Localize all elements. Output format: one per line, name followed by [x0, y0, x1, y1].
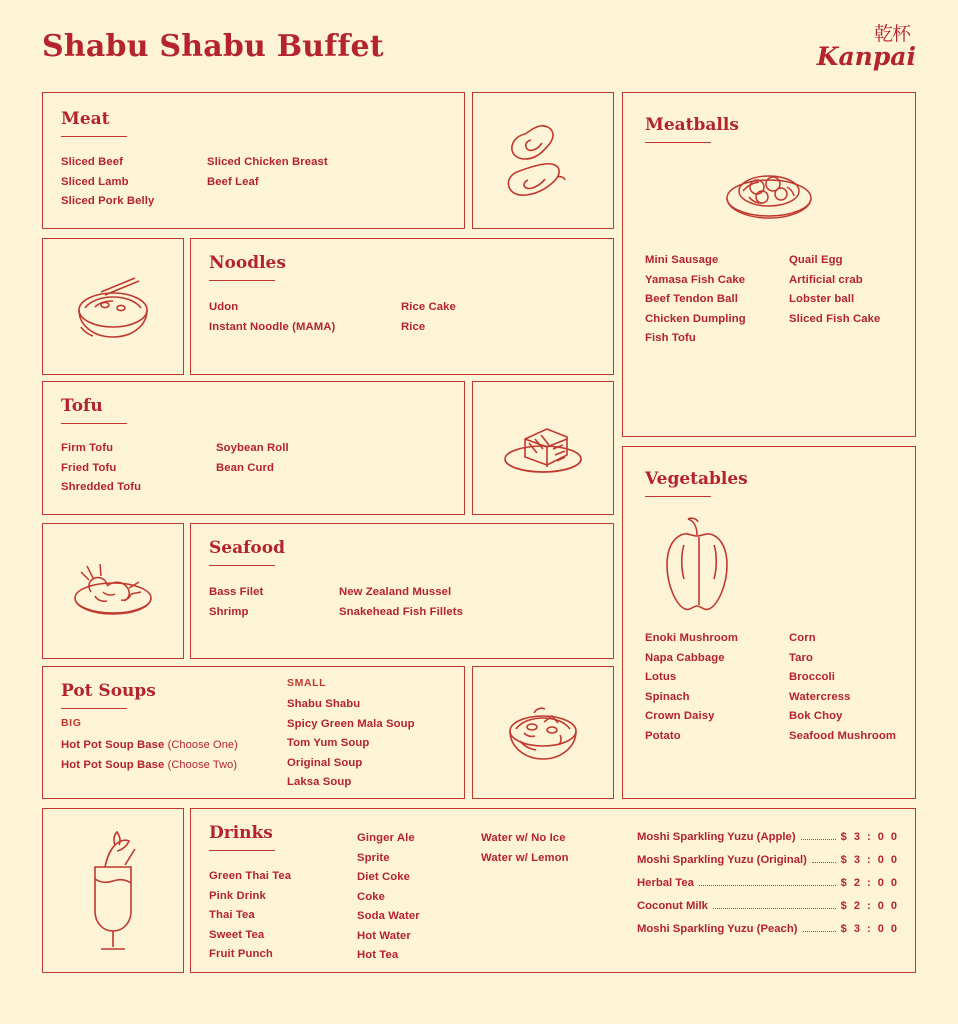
tofu-plate-icon — [489, 409, 597, 487]
list-item: Watercress — [789, 690, 851, 703]
price-item-name: Moshi Sparkling Yuzu (Apple) — [637, 831, 796, 843]
tofu-icon-panel — [472, 381, 614, 515]
shrimp-plate-icon — [59, 548, 167, 634]
section-title-vegetables: Vegetables — [645, 469, 748, 489]
vegetables-column-2 — [789, 629, 896, 746]
list-item: Instant Noodle (MAMA) — [209, 320, 336, 333]
list-item: Bean Curd — [216, 461, 275, 474]
list-item: Water w/ No Ice — [481, 832, 566, 844]
meatballs-column-1 — [645, 251, 789, 349]
cocktail-glass-icon — [67, 825, 159, 957]
pot-soups-small-label: SMALL — [287, 677, 327, 689]
list-item: Sweet Tea — [209, 928, 265, 941]
list-item: Spicy Green Mala Soup — [287, 717, 415, 730]
list-item: Napa Cabbage — [645, 651, 725, 664]
price-item-name: Coconut Milk — [637, 900, 708, 912]
list-item: Fish Tofu — [645, 332, 696, 345]
list-item: Shabu Shabu — [287, 698, 361, 710]
list-item: Sliced Lamb — [61, 175, 129, 188]
list-item: Sliced Fish Cake — [789, 312, 881, 325]
seafood-icon-panel — [42, 523, 184, 659]
section-drinks — [190, 808, 916, 973]
list-item: Taro — [789, 651, 814, 664]
list-item: Hot Tea — [357, 949, 399, 961]
list-item: Beef Leaf — [207, 175, 259, 188]
bell-pepper-icon — [651, 507, 747, 617]
pot-soups-icon-panel — [472, 666, 614, 799]
leader-dots — [801, 839, 836, 840]
section-title-drinks: Drinks — [209, 823, 273, 843]
list-item: Sliced Beef — [61, 156, 124, 169]
drinks-column-1 — [209, 867, 354, 965]
hotpot-bowl-icon — [490, 689, 596, 777]
price-value: $ 3 : 0 0 — [840, 923, 899, 935]
item-note: (Choose One) — [167, 739, 238, 751]
section-title-pot-soups: Pot Soups — [61, 681, 156, 701]
price-value: $ 2 : 0 0 — [840, 877, 899, 889]
list-item: Rice Cake — [401, 301, 456, 314]
list-item: Fruit Punch — [209, 948, 273, 960]
list-item: Hot Water — [357, 929, 411, 942]
logo-kanji-text: 乾杯 — [873, 23, 910, 45]
list-item: Bok Choy — [789, 710, 843, 723]
pot-soups-small-group — [287, 677, 415, 793]
tofu-column-1 — [61, 439, 216, 498]
item-note: (Choose Two) — [167, 758, 238, 771]
list-item: Tom Yum Soup — [287, 737, 370, 749]
price-row — [637, 850, 899, 870]
list-item: Potato — [645, 729, 681, 742]
meatballs-icon-wrap — [623, 143, 915, 233]
drinks-icon-panel — [42, 808, 184, 973]
list-item: New Zealand Mussel — [339, 586, 452, 599]
price-row — [637, 919, 899, 939]
pot-soups-big-label: BIG — [61, 717, 82, 729]
section-pot-soups — [42, 666, 465, 799]
meatball-plate-icon — [709, 151, 829, 233]
list-item: Lobster ball — [789, 293, 855, 306]
list-item: Beef Tendon Ball — [645, 293, 739, 306]
list-item: Enoki Mushroom — [645, 632, 739, 645]
list-item: Mini Sausage — [645, 254, 719, 267]
pot-soups-big-group — [61, 717, 281, 775]
list-item: Thai Tea — [209, 909, 255, 921]
list-item: Soda Water — [357, 910, 420, 922]
price-row — [637, 873, 899, 893]
list-item: Pink Drink — [209, 889, 266, 902]
section-title-seafood: Seafood — [209, 538, 285, 558]
noodles-column-1 — [209, 298, 401, 337]
list-item: Firm Tofu — [61, 442, 114, 455]
price-item-name: Moshi Sparkling Yuzu (Peach) — [637, 923, 798, 935]
logo-wordmark: Kanpai — [816, 42, 916, 71]
list-item: Corn — [789, 632, 816, 645]
list-item: Laksa Soup — [287, 776, 352, 788]
noodle-bowl-icon — [61, 261, 165, 353]
meat-column-2 — [207, 153, 328, 212]
section-title-meat: Meat — [61, 109, 110, 129]
seafood-column-2 — [339, 583, 463, 622]
list-item: Coke — [357, 890, 386, 903]
list-item: Bass Filet — [209, 586, 264, 599]
list-item: Chicken Dumpling — [645, 312, 746, 325]
price-row — [637, 827, 899, 847]
section-tofu — [42, 381, 465, 515]
drinks-price-list — [637, 827, 899, 942]
list-item: Shredded Tofu — [61, 481, 142, 494]
section-seafood — [190, 523, 614, 659]
meatballs-column-2 — [789, 251, 880, 349]
leader-dots — [812, 862, 836, 863]
list-item: Artificial crab — [789, 273, 863, 286]
list-item: Original Soup — [287, 756, 363, 769]
seafood-column-1 — [209, 583, 339, 622]
noodles-icon-panel — [42, 238, 184, 375]
list-item: Soybean Roll — [216, 442, 289, 455]
noodles-column-2 — [401, 298, 456, 337]
list-item: Quail Egg — [789, 254, 843, 267]
section-vegetables — [622, 446, 916, 799]
list-item: Shrimp — [209, 605, 249, 618]
price-value: $ 2 : 0 0 — [840, 900, 899, 912]
price-item-name: Moshi Sparkling Yuzu (Original) — [637, 854, 807, 866]
section-meatballs — [622, 92, 916, 437]
list-item: Water w/ Lemon — [481, 851, 569, 864]
section-noodles — [190, 238, 614, 375]
list-item: Sliced Pork Belly — [61, 195, 155, 208]
list-item: Broccoli — [789, 671, 835, 684]
vegetables-column-1 — [645, 629, 789, 746]
list-item: Sprite — [357, 851, 390, 864]
title-rule — [209, 850, 275, 851]
leader-dots — [699, 885, 836, 886]
list-item — [61, 756, 281, 776]
drinks-column-3 — [481, 829, 621, 868]
price-item-name: Herbal Tea — [637, 877, 694, 889]
steak-icon — [495, 116, 591, 206]
vegetables-icon-wrap — [623, 497, 915, 617]
drinks-column-2 — [357, 829, 477, 966]
list-item: Lotus — [645, 671, 677, 684]
list-item: Seafood Mushroom — [789, 729, 897, 742]
price-row — [637, 896, 899, 916]
leader-dots — [713, 908, 836, 909]
meat-column-1 — [61, 153, 207, 212]
section-title-tofu: Tofu — [61, 396, 103, 416]
price-value: $ 3 : 0 0 — [840, 831, 899, 843]
price-value: $ 3 : 0 0 — [840, 854, 899, 866]
item-name: Hot Pot Soup Base — [61, 758, 168, 771]
list-item: Green Thai Tea — [209, 870, 292, 882]
list-item: Udon — [209, 301, 239, 314]
title-rule — [61, 708, 127, 709]
section-title-noodles: Noodles — [209, 253, 286, 273]
list-item: Crown Daisy — [645, 710, 715, 723]
list-item — [61, 736, 281, 756]
section-title-meatballs: Meatballs — [645, 115, 739, 135]
list-item: Ginger Ale — [357, 832, 415, 844]
list-item: Snakehead Fish Fillets — [339, 605, 463, 618]
list-item: Fried Tofu — [61, 461, 117, 474]
menu-header — [42, 23, 916, 82]
brand-logo — [776, 24, 916, 80]
item-name: Hot Pot Soup Base — [61, 739, 168, 751]
list-item: Rice — [401, 320, 426, 333]
tofu-column-2 — [216, 439, 289, 498]
meat-icon-panel — [472, 92, 614, 229]
list-item: Diet Coke — [357, 871, 411, 883]
list-item: Sliced Chicken Breast — [207, 156, 328, 169]
leader-dots — [803, 931, 836, 932]
section-meat — [42, 92, 465, 229]
page-title: Shabu Shabu Buffet — [42, 29, 384, 64]
list-item: Spinach — [645, 690, 690, 703]
list-item: Yamasa Fish Cake — [645, 273, 746, 286]
